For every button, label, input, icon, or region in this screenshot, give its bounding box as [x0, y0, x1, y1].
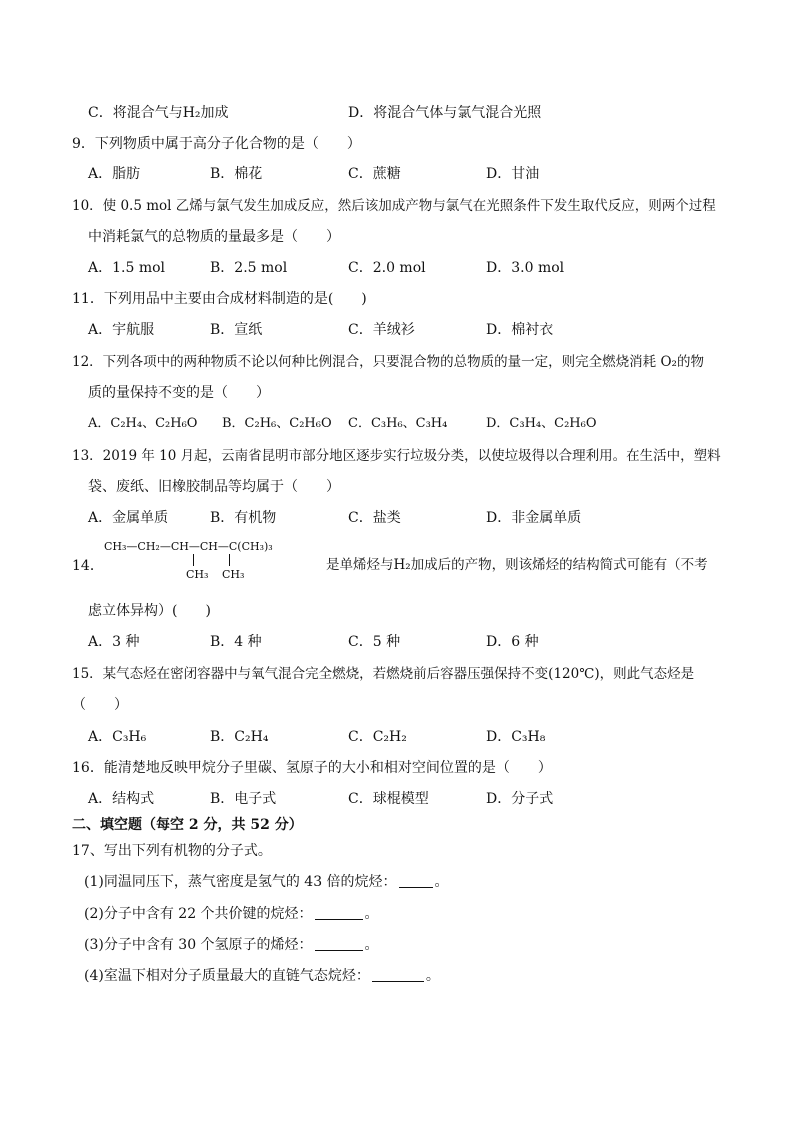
- q10-option-b: B．2.5 mol: [210, 260, 288, 276]
- answer-blank-3[interactable]: [315, 936, 363, 951]
- q15-option-c: C．C₂H₂: [348, 729, 407, 745]
- q17-part-3-end: 。: [364, 937, 379, 953]
- q14-option-c: C．5 种: [348, 634, 401, 650]
- q8-option-d: D．将混合气体与氯气混合光照: [348, 105, 542, 121]
- q16-stem: 16．能清楚地反映甲烷分子里碳、氢原子的大小和相对空间位置的是（ ）: [72, 760, 552, 776]
- q12-option-c: C．C₃H₆、C₃H₄: [348, 416, 448, 431]
- q10-option-c: C．2.0 mol: [348, 260, 426, 276]
- q17-part-1-text: (1)同温同压下，蒸气密度是氢气的 43 倍的烷烃：: [84, 874, 397, 890]
- q10-option-d: D．3.0 mol: [486, 260, 565, 276]
- q11-option-b: B．宣纸: [210, 322, 263, 338]
- q13-option-a: A．金属单质: [88, 510, 169, 526]
- answer-blank-4[interactable]: [372, 967, 424, 982]
- q16-option-d: D．分子式: [486, 791, 554, 807]
- q13-stem-line2: 袋、废纸、旧橡胶制品等均属于（ ）: [88, 479, 340, 495]
- q14-number: 14．: [72, 558, 104, 574]
- q16-option-b: B．电子式: [210, 791, 277, 807]
- q14-stem: 是单烯烃与H₂加成后的产物，则该烯烃的结构简式可能有（不考: [326, 557, 708, 573]
- q17-stem: 17、写出下列有机物的分子式。: [72, 843, 272, 859]
- section-title: 二、填空题（每空 2 分，共 52 分）: [72, 817, 303, 833]
- q10-option-a: A．1.5 mol: [88, 260, 166, 276]
- q10-stem-line1: 10．使 0.5 mol 乙烯与氯气发生加成反应，然后该加成产物与氯气在光照条件下发生取代反应，则两个过程: [72, 198, 716, 214]
- q17-part-4-end: 。: [425, 968, 440, 984]
- q16-option-c: C．球棍模型: [348, 791, 429, 807]
- q14-option-b: B．4 种: [210, 634, 262, 650]
- q15-option-d: D．C₃H₈: [486, 729, 546, 745]
- q17-part-4: [84, 966, 440, 986]
- structure-branch-1: CH₃: [186, 568, 209, 581]
- q9-option-b: B．棉花: [210, 166, 263, 182]
- q9-option-d: D．甘油: [486, 166, 540, 182]
- q14-stem-line2: 虑立体异构）( ): [88, 603, 211, 619]
- q17-part-2-end: 。: [364, 906, 379, 922]
- answer-blank-2[interactable]: [315, 905, 363, 920]
- q16-option-a: A．结构式: [88, 791, 155, 807]
- q17-part-4-text: (4)室温下相对分子质量最大的直链气态烷烃：: [84, 968, 370, 984]
- q17-part-3: [84, 935, 379, 955]
- q8-option-c: C．将混合气与H₂加成: [88, 105, 229, 121]
- q12-stem-line2: 质的量保持不变的是（ ）: [88, 385, 270, 401]
- q10-stem-line2: 中消耗氯气的总物质的量最多是（ ）: [88, 229, 340, 245]
- q13-option-b: B．有机物: [210, 510, 277, 526]
- q9-stem: 9．下列物质中属于高分子化合物的是（ ）: [72, 136, 361, 152]
- q11-option-c: C．羊绒衫: [348, 322, 415, 338]
- q9-option-a: A．脂肪: [88, 166, 141, 182]
- q17-part-1: [84, 872, 449, 892]
- q12-option-d: D．C₃H₄、C₂H₆O: [486, 416, 597, 431]
- q14-option-a: A．3 种: [88, 634, 140, 650]
- q15-option-a: A．C₃H₆: [88, 729, 147, 745]
- q12-stem-line1: 12．下列各项中的两种物质不论以何种比例混合，只要混合物的总物质的量一定，则完全燃烧消耗 O₂的物: [72, 354, 704, 370]
- q11-option-d: D．棉衬衣: [486, 322, 554, 338]
- q15-stem-line1: 15．某气态烃在密闭容器中与氧气混合完全燃烧，若燃烧前后容器压强保持不变(120℃)，则此气态烃是: [72, 666, 695, 682]
- q11-stem: 11．下列用品中主要由合成材料制造的是( ): [72, 291, 367, 307]
- structure-branch-2: CH₃: [222, 568, 245, 581]
- structure-main-chain: CH₃—CH₂—CH—CH—C(CH₃)₃: [104, 540, 273, 553]
- q13-stem-line1: 13．2019 年 10 月起，云南省昆明市部分地区逐步实行垃圾分类，以使垃圾得以合理利用。在生活中，塑料: [72, 448, 721, 464]
- q13-option-c: C．盐类: [348, 510, 401, 526]
- q12-option-b: B．C₂H₆、C₂H₆O: [222, 416, 332, 431]
- q15-option-b: B．C₂H₄: [210, 729, 269, 745]
- q11-option-a: A．宇航服: [88, 322, 155, 338]
- q17-part-2-text: (2)分子中含有 22 个共价键的烷烃：: [84, 906, 313, 922]
- q17-part-3-text: (3)分子中含有 30 个氢原子的烯烃：: [84, 937, 313, 953]
- q14-option-d: D．6 种: [486, 634, 539, 650]
- q14-structural-formula: [104, 540, 324, 588]
- q15-stem-line2: （ ）: [72, 697, 128, 713]
- q17-part-2: [84, 904, 379, 924]
- bond-line-1: [193, 554, 194, 566]
- answer-blank-1[interactable]: [399, 873, 433, 888]
- q17-part-1-end: 。: [434, 874, 449, 890]
- q12-option-a: A．C₂H₄、C₂H₆O: [88, 416, 198, 431]
- bond-line-2: [229, 554, 230, 566]
- q9-option-c: C．蔗糖: [348, 166, 401, 182]
- q13-option-d: D．非金属单质: [486, 510, 582, 526]
